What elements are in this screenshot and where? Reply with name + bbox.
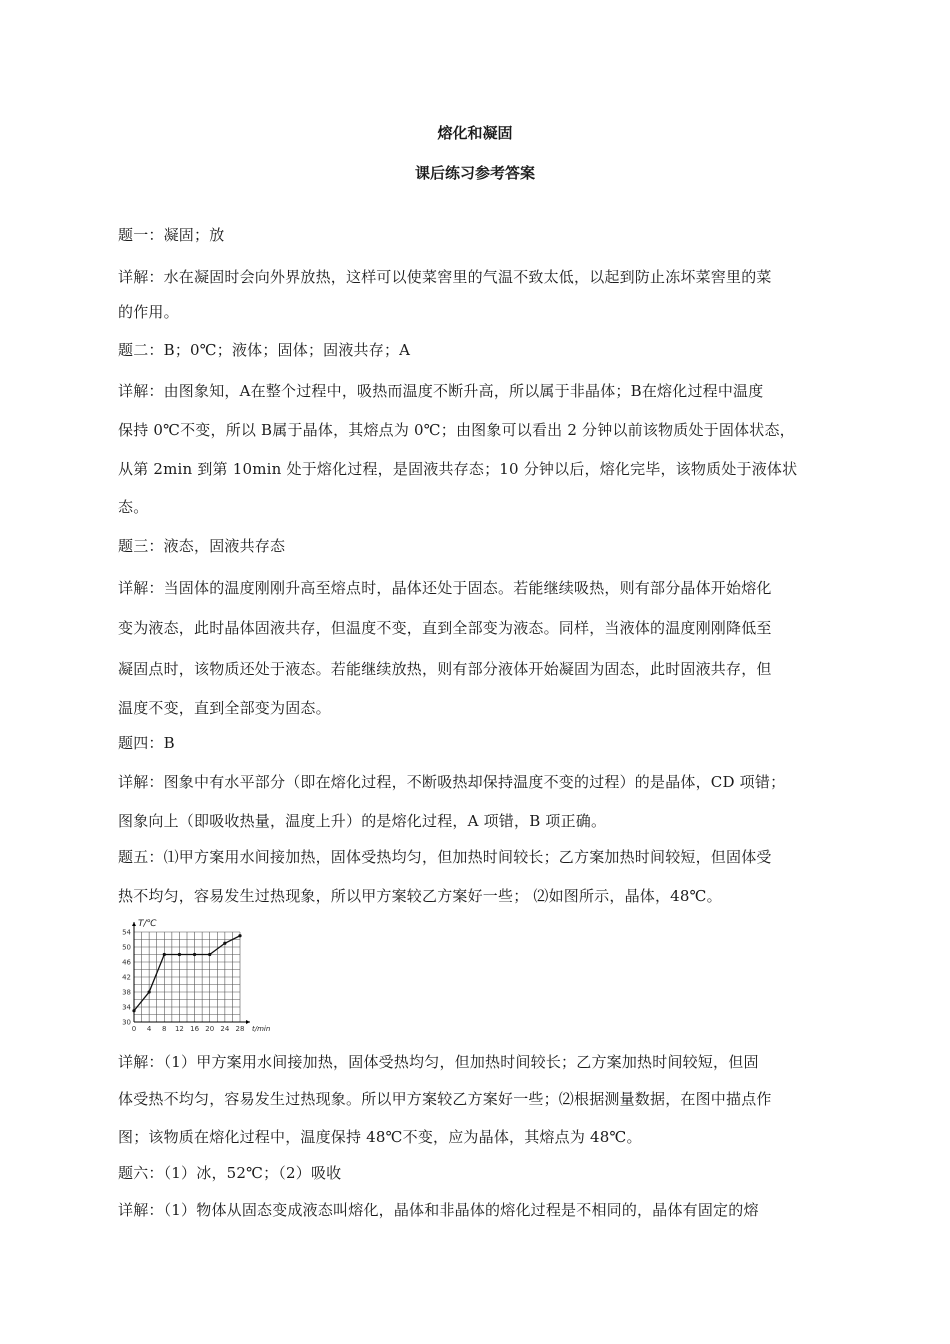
explanation-6-line1: 详解：（1）物体从固态变成液态叫熔化，晶体和非晶体的熔化过程是不相同的，晶体有固定的熔 <box>118 1201 759 1219</box>
answer-1: 题一：凝固；放 <box>118 226 225 244</box>
explanation-2-line3: 从第 2min 到第 10min 处于熔化过程，是固液共存态；10 分钟以后，熔化完毕，该物质处于液体状 <box>118 460 798 478</box>
answer-4: 题四：B <box>118 734 175 752</box>
y-tick-label: 38 <box>122 988 131 997</box>
x-tick-label: 8 <box>162 1025 167 1033</box>
x-tick-label: 0 <box>131 1025 137 1033</box>
document-title: 熔化和凝固 <box>437 124 513 142</box>
melting-curve-chart <box>118 916 276 1044</box>
x-tick-label: 24 <box>220 1025 230 1033</box>
explanation-1-line2: 的作用。 <box>118 303 179 321</box>
answer-6: 题六：（1）冰，52℃；（2）吸收 <box>118 1164 342 1182</box>
explanation-5-line2: 体受热不均匀，容易发生过热现象。所以甲方案较乙方案好一些；⑵根据测量数据，在图中描点作 <box>118 1090 772 1108</box>
y-tick-label: 46 <box>122 958 131 967</box>
explanation-2-line2: 保持 0℃不变，所以 B属于晶体，其熔点为 0℃；由图象可以看出 2 分钟以前该物质处于固体状态， <box>118 421 795 439</box>
data-point <box>132 1009 135 1012</box>
explanation-4-line1: 详解：图象中有水平部分（即在熔化过程，不断吸热却保持温度不变的过程）的是晶体，CD 项错； <box>118 773 786 791</box>
y-axis-label: T/℃ <box>138 919 157 929</box>
document-subtitle: 课后练习参考答案 <box>414 164 535 182</box>
data-point <box>148 990 151 993</box>
y-tick-label: 42 <box>122 973 131 982</box>
x-tick-label: 12 <box>174 1025 184 1033</box>
explanation-2-line4: 态。 <box>118 498 149 516</box>
explanation-3-line1: 详解：当固体的温度刚刚升高至熔点时，晶体还处于固态。若能继续吸热，则有部分晶体开始熔化 <box>118 579 772 597</box>
explanation-4-line2: 图象向上（即吸收热量，温度上升）的是熔化过程，A 项错，B 项正确。 <box>118 812 607 830</box>
y-tick-label: 30 <box>122 1018 131 1027</box>
x-axis-label: t/min <box>252 1025 271 1033</box>
answer-5-line1: 题五：⑴甲方案用水间接加热，固体受热均匀，但加热时间较长；乙方案加热时间较短，但固体受 <box>118 848 772 866</box>
explanation-3-line3: 凝固点时，该物质还处于液态。若能继续放热，则有部分液体开始凝固为固态，此时固液共存，但 <box>118 660 772 678</box>
x-tick-label: 4 <box>146 1025 152 1033</box>
explanation-3-line4: 温度不变，直到全部变为固态。 <box>118 699 331 717</box>
answer-3: 题三：液态，固液共存态 <box>118 537 286 555</box>
data-point <box>163 953 166 956</box>
y-tick-label: 54 <box>122 928 131 937</box>
explanation-5-line1: 详解：（1）甲方案用水间接加热，固体受热均匀，但加热时间较长；乙方案加热时间较短，但固 <box>118 1053 759 1071</box>
answer-2: 题二：B；0℃；液体；固体；固液共存；A <box>118 341 411 359</box>
x-tick-label: 20 <box>205 1025 215 1033</box>
y-tick-label: 50 <box>122 943 131 952</box>
data-point <box>178 953 181 956</box>
chart-svg <box>118 916 276 1044</box>
explanation-5-line3: 图；该物质在熔化过程中，温度保持 48℃不变，应为晶体，其熔点为 48℃。 <box>118 1128 642 1146</box>
y-tick-label: 34 <box>122 1003 131 1012</box>
data-point <box>193 953 196 956</box>
x-axis-arrow <box>246 1020 250 1024</box>
y-axis-arrow <box>132 922 136 926</box>
explanation-2-line1: 详解：由图象知，A在整个过程中，吸热而温度不断升高，所以属于非晶体；B在熔化过程中温度 <box>118 382 764 400</box>
explanation-3-line2: 变为液态，此时晶体固液共存，但温度不变，直到全部变为液态。同样，当液体的温度刚刚降低至 <box>118 619 772 637</box>
data-point <box>223 942 226 945</box>
data-point <box>208 953 211 956</box>
explanation-1-line1: 详解：水在凝固时会向外界放热，这样可以使菜窖里的气温不致太低，以起到防止冻坏菜窖里的菜 <box>118 268 772 286</box>
answer-5-line2: 热不均匀，容易发生过热现象，所以甲方案较乙方案好一些； ⑵如图所示，晶体，48℃。 <box>118 887 722 905</box>
data-point <box>238 934 241 937</box>
x-tick-label: 28 <box>235 1025 245 1033</box>
x-tick-label: 16 <box>190 1025 200 1033</box>
